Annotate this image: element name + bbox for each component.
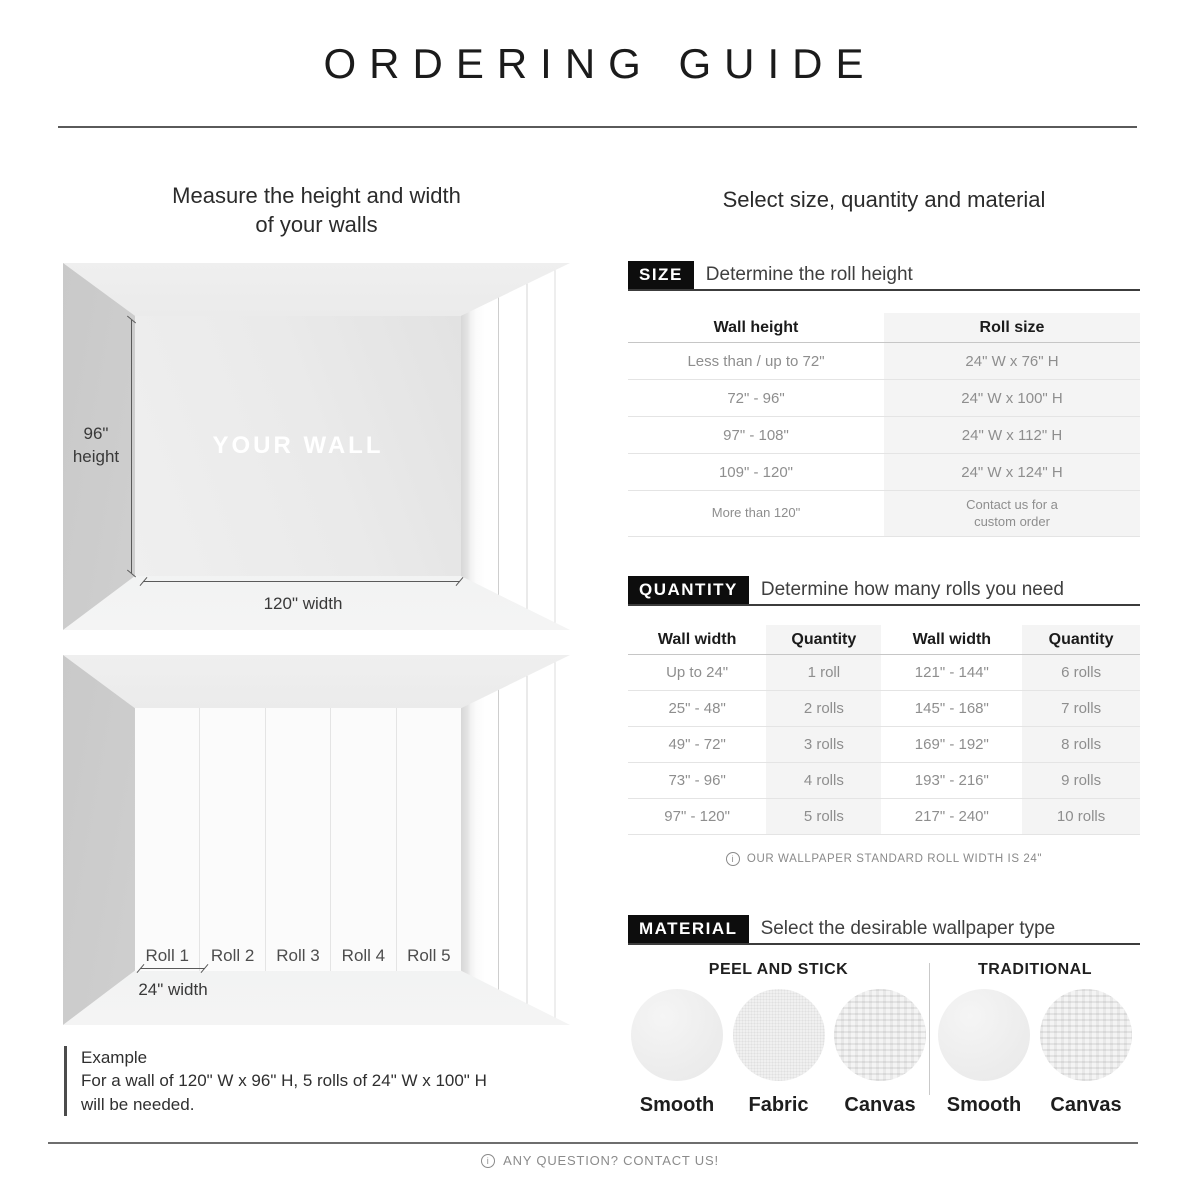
material-swatch-smooth: Smooth [629,989,725,1117]
room-illustration-measure [63,263,570,630]
table-cell: 8 rolls [1022,727,1140,763]
table-cell: 97" - 120" [628,799,766,835]
table-cell: 145" - 168" [881,691,1022,727]
heading-line-1: Measure the height and width [172,183,461,208]
quantity-badge: QUANTITY [628,576,749,604]
table-cell: 5 rolls [766,799,881,835]
example-title: Example [81,1048,148,1067]
example-line-2: will be needed. [81,1094,195,1114]
material-swatch-fabric: Fabric [731,989,827,1117]
example-line-1: For a wall of 120" W x 96" H, 5 rolls of 24" W x 100" H [81,1071,487,1091]
table-cell: 169" - 192" [881,727,1022,763]
info-icon: i [726,852,740,866]
table-cell: More than 120" [628,491,884,537]
table-cell: Contact us for a custom order [884,491,1140,537]
table-cell: 10 rolls [1022,799,1140,835]
size-section-title: Determine the roll height [705,264,913,285]
wallpaper-roll-panels [135,708,461,970]
quantity-section-title: Determine how many rolls you need [760,579,1064,600]
roll-width-dimension-label: 24" width [138,980,208,999]
quantity-section-header [628,576,1140,606]
example-note [64,1046,544,1116]
table-cell: Less than / up to 72" [628,343,884,380]
room-back-wall [135,708,461,970]
table-cell: 4 rolls [766,763,881,799]
roll-width-measure-line [140,968,205,969]
size-col-header-roll: Roll size [884,313,1140,343]
material-section [628,915,1140,1117]
width-dimension-label: 120" width [263,594,343,613]
table-cell: 9 rolls [1022,763,1140,799]
select-size-heading: Select size, quantity and material [722,187,1046,212]
table-cell: 217" - 240" [881,799,1022,835]
height-measure-line [131,320,132,573]
table-cell: 97" - 108" [628,417,884,454]
table-cell: 109" - 120" [628,454,884,491]
info-icon: i [481,1154,495,1168]
width-measure-line [143,581,460,582]
qty-col-header-wall-left: Wall width [628,625,766,655]
table-cell: 25" - 48" [628,691,766,727]
table-cell: 3 rolls [766,727,881,763]
qty-col-header-qty-left: Quantity [766,625,881,655]
peel-and-stick-title: PEEL AND STICK [708,961,849,978]
table-cell: 73" - 96" [628,763,766,799]
material-section-title: Select the desirable wallpaper type [760,918,1056,939]
canvas-texture-swatch [834,989,926,1081]
your-wall-label: YOUR WALL [212,431,384,459]
page-title: ORDERING GUIDE [323,40,877,87]
table-cell: 2 rolls [766,691,881,727]
size-section-header [628,261,1140,291]
smooth-texture-swatch [631,989,723,1081]
footer-contact-note: i ANY QUESTION? CONTACT US! [0,1153,1200,1168]
roll-panel: Roll 4 [331,708,396,970]
material-badge: MATERIAL [628,915,749,943]
table-cell: 24" W x 124" H [884,454,1140,491]
room-back-wall [135,316,461,576]
material-swatch-canvas: Canvas [832,989,928,1117]
table-cell: 121" - 144" [881,655,1022,691]
traditional-title: TRADITIONAL [978,961,1092,978]
top-divider [58,126,1137,128]
room-window [461,263,570,630]
table-cell: 24" W x 112" H [884,417,1140,454]
height-dimension-label: 96" height [72,424,120,466]
smooth-texture-swatch [938,989,1030,1081]
measure-walls-heading [63,181,570,240]
qty-col-header-qty-right: Quantity [1022,625,1140,655]
fabric-texture-swatch [733,989,825,1081]
standard-roll-width-note: i OUR WALLPAPER STANDARD ROLL WIDTH IS 24" [628,852,1140,866]
table-cell: 6 rolls [1022,655,1140,691]
material-groups [628,961,1140,1117]
roll-panel: Roll 1 [135,708,200,970]
size-col-header-wall: Wall height [628,313,884,343]
room-illustration-rolls [63,655,570,1025]
table-cell: 49" - 72" [628,727,766,763]
canvas-texture-swatch [1040,989,1132,1081]
quantity-section [628,576,1140,866]
table-cell: 193" - 216" [881,763,1022,799]
table-cell: 7 rolls [1022,691,1140,727]
bottom-divider [48,1142,1138,1144]
heading-line-2: of your walls [255,212,378,238]
table-cell: 24" W x 100" H [884,380,1140,417]
material-swatch-smooth: Smooth [936,989,1032,1117]
quantity-table [628,625,1140,835]
room-window [461,655,570,1025]
table-cell: Up to 24" [628,655,766,691]
qty-col-header-wall-right: Wall width [881,625,1022,655]
peel-and-stick-group [628,961,929,1117]
table-cell: 24" W x 76" H [884,343,1140,380]
table-cell: 1 roll [766,655,881,691]
material-swatch-canvas: Canvas [1038,989,1134,1117]
traditional-group [930,961,1140,1117]
material-section-header [628,915,1140,945]
roll-panel: Roll 2 [200,708,265,970]
size-badge: SIZE [628,261,694,289]
table-cell: 72" - 96" [628,380,884,417]
size-section [628,261,1140,537]
roll-panel: Roll 3 [266,708,331,970]
roll-panel: Roll 5 [397,708,461,970]
size-table [628,313,1140,537]
